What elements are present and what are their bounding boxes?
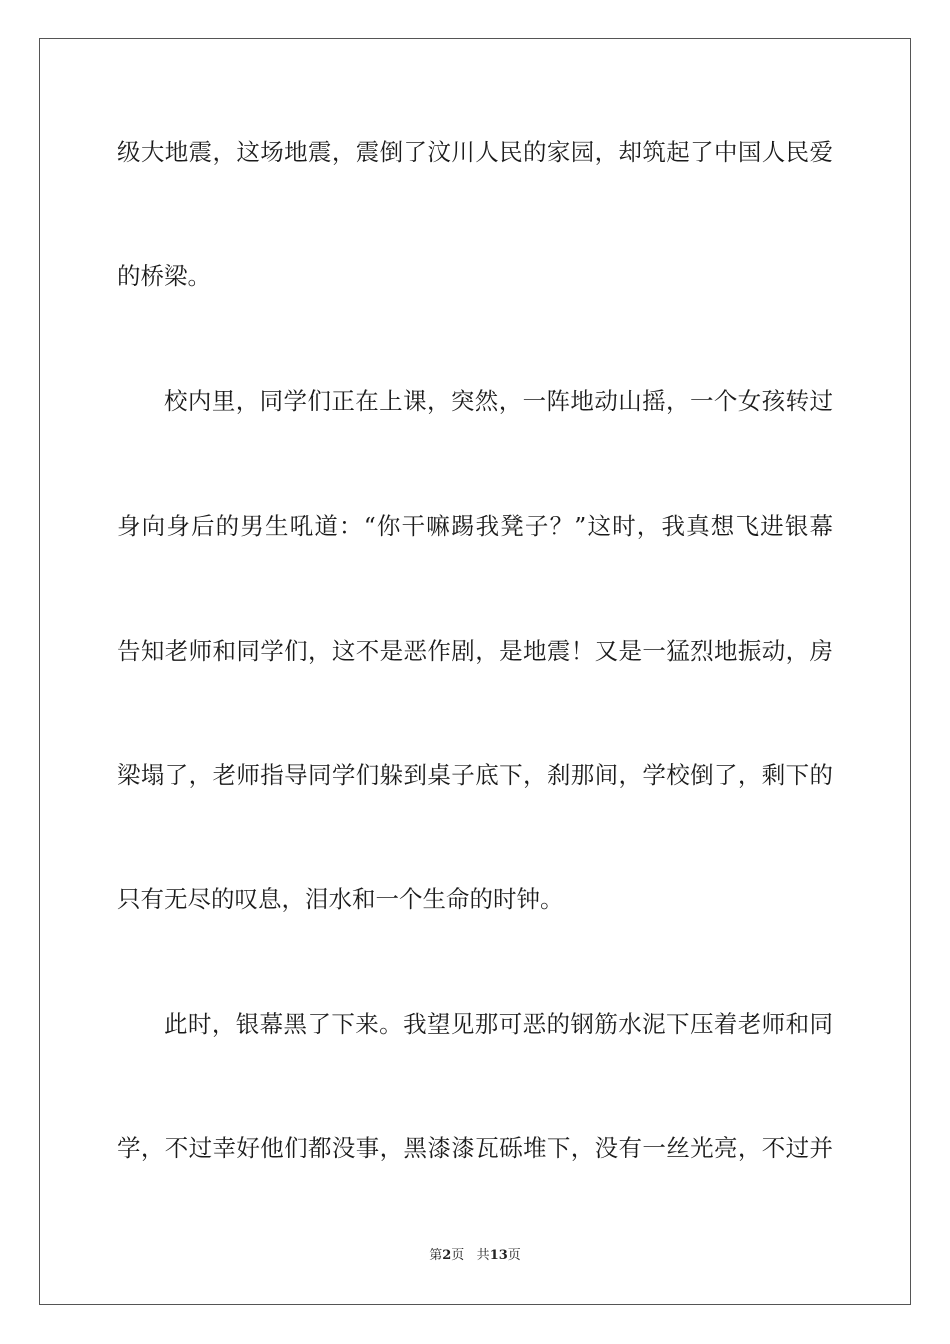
paragraph-first-line: 此时，银幕黑了下来。我望见那可恶的钢筋水泥下压着老师和同 bbox=[164, 1010, 833, 1038]
text-line: 级大地震，这场地震，震倒了汶川人民的家园，却筑起了中国人民爱 bbox=[117, 138, 833, 166]
page-footer bbox=[0, 1247, 950, 1265]
paragraph-first-line: 校内里，同学们正在上课，突然，一阵地动山摇，一个女孩转过 bbox=[164, 387, 833, 415]
text-line: 学，不过幸好他们都没事，黑漆漆瓦砾堆下，没有一丝光亮，不过并 bbox=[117, 1134, 833, 1162]
page-number: 2 bbox=[442, 1248, 452, 1263]
text-line: 告知老师和同学们，这不是恶作剧，是地震！又是一猛烈地振动，房 bbox=[117, 637, 833, 665]
page-border bbox=[39, 38, 911, 1305]
total-suffix: 页 bbox=[507, 1248, 521, 1263]
total-pages: 13 bbox=[489, 1248, 508, 1263]
text-line: 梁塌了，老师指导同学们躲到桌子底下，刹那间，学校倒了，剩下的 bbox=[117, 761, 833, 789]
text-line: 只有无尽的叹息，泪水和一个生命的时钟。 bbox=[117, 885, 564, 913]
text-line: 身向身后的男生吼道：“你干嘛踢我凳子？”这时，我真想飞进银幕 bbox=[117, 512, 833, 540]
page-suffix: 页 bbox=[451, 1248, 465, 1263]
text-line: 的桥梁。 bbox=[117, 262, 211, 290]
page-prefix: 第 bbox=[429, 1248, 443, 1263]
total-prefix: 共 bbox=[476, 1248, 490, 1263]
